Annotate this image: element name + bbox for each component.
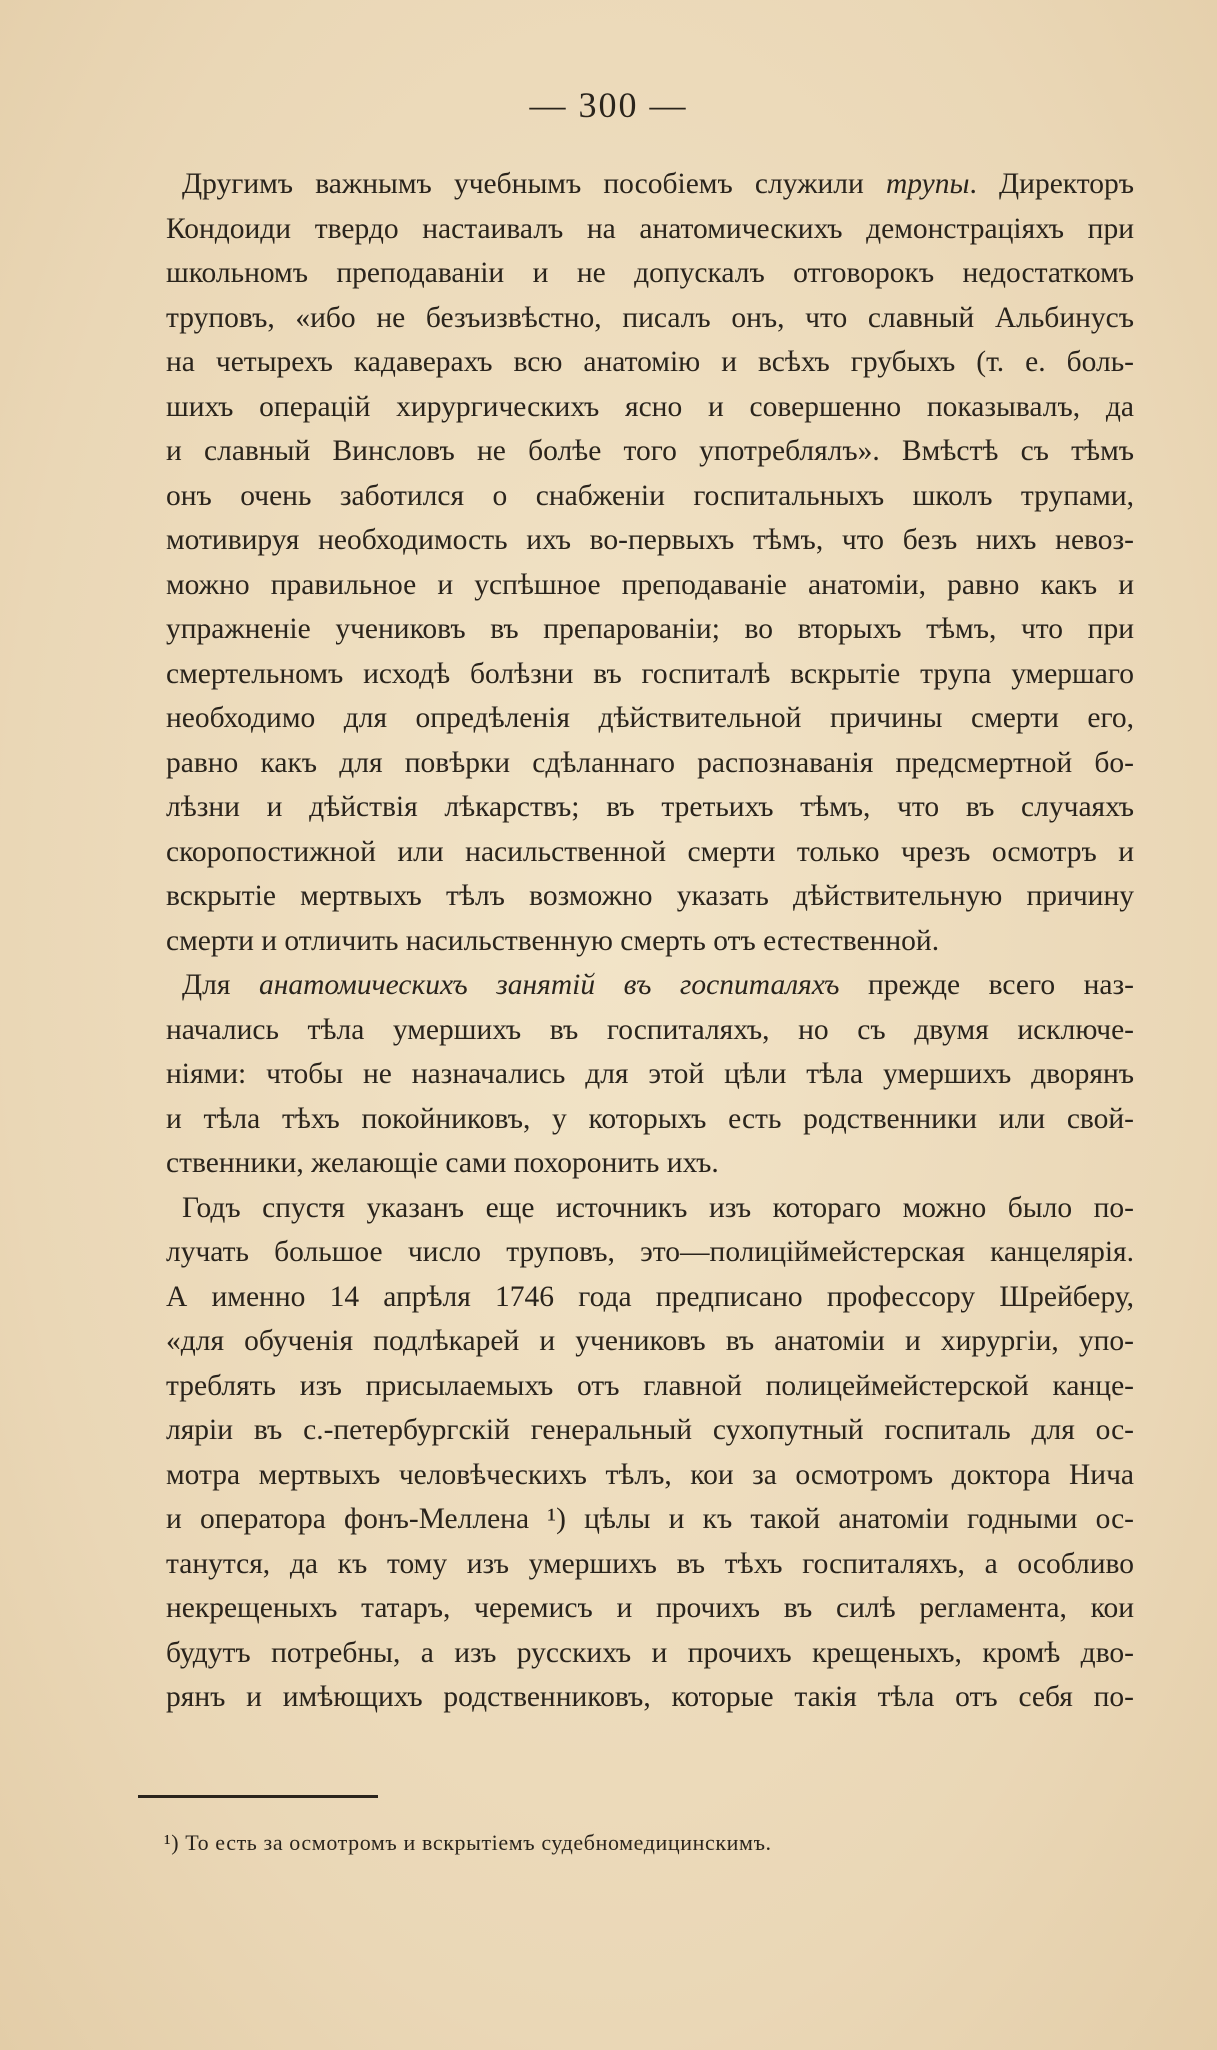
text-line: некрещеныхъ татаръ, черемисъ и прочихъ въ силѣ регламента, кои [166,1592,1134,1624]
text-line: треблять изъ присылаемыхъ отъ главной полицеймейстерской канце- [166,1369,1134,1402]
text-line: А именно 14 апрѣля 1746 года предписано профессору Шрейберу, [166,1280,1134,1313]
text-line: будутъ потребны, а изъ русскихъ и прочихъ крещеныхъ, кромѣ дво- [166,1636,1134,1669]
text-line: онъ очень заботился о снабженіи госпитальныхъ школъ трупами, [166,479,1134,512]
text-line: шихъ операцій хирургическихъ ясно и совершенно показывалъ, да [166,390,1134,423]
text-line: и оператора фонъ-Меллена ¹) цѣлы и къ такой анатоміи годными ос- [166,1503,1134,1535]
text-line: Кондоиди твердо настаивалъ на анатомическихъ демонстраціяхъ при [166,212,1134,245]
text-line: необходимо для опредѣленія дѣйствительной причины смерти его, [166,702,1134,734]
p1-first-before: Другимъ важнымъ учебнымъ пособіемъ служили [182,168,886,200]
text-line [166,963,1134,1008]
text-line: мотивируя необходимость ихъ во-первыхъ тѣмъ, что безъ нихъ невоз- [166,524,1134,556]
text-line: можно правильное и успѣшное преподаваніе анатоміи, равно какъ и [166,568,1134,601]
text-line: смерти и отличить насильственную смерть отъ естественной. [166,924,940,957]
text-line: равно какъ для повѣрки сдѣланнаго распознаванія предсмертной бо- [166,746,1134,779]
text-line: школьномъ преподаваніи и не допускалъ отговорокъ недостаткомъ [166,257,1134,289]
text-line: лучать большое число труповъ, это—полиціймейстерская канцелярія. [166,1236,1134,1268]
text-line: рянъ и имѣющихъ родственниковъ, которые такія тѣла отъ себя по- [166,1681,1134,1713]
text-line: Годъ спустя указанъ еще источникъ изъ котораго можно было по- [182,1191,1134,1224]
text-line: мотра мертвыхъ человѣческихъ тѣлъ, кои за осмотромъ доктора Нича [166,1458,1134,1491]
p1-italic-word: трупы [885,168,970,200]
text-line: на четырехъ кадаверахъ всю анатомію и всѣхъ грубыхъ (т. е. боль- [166,346,1134,378]
p1-first-after: . Директоръ [969,168,1134,200]
text-line: «для обученія подлѣкарей и учениковъ въ анатоміи и хирургіи, упо- [166,1325,1134,1357]
p2-rest: прежде всего наз- [868,969,1134,1001]
text-line: скоропостижной или насильственной смерти только чрезъ осмотръ и [166,835,1134,868]
text-line: упражненіе учениковъ въ препарованіи; во вторыхъ тѣмъ, что при [166,613,1134,645]
body-text [166,162,1134,1720]
text-line: и тѣла тѣхъ покойниковъ, у которыхъ есть родственники или свой- [166,1102,1134,1135]
text-line: ственники, желающіе сами похоронить ихъ. [166,1147,719,1179]
text-line: начались тѣла умершихъ въ госпиталяхъ, но съ двумя исключе- [166,1013,1134,1046]
text-line: лѣзни и дѣйствія лѣкарствъ; въ третьихъ тѣмъ, что въ случаяхъ [166,791,1134,823]
text-line: и славный Винсловъ не болѣе того употреблялъ». Вмѣстѣ съ тѣмъ [166,435,1134,467]
p2-italic-phrase: анатомическихъ занятій въ госпиталяхъ [258,969,840,1001]
text-line: ляріи въ с.-петербургскій генеральный сухопутный госпиталь для ос- [166,1414,1134,1446]
text-line: смертельномъ исходѣ болѣзни въ госпиталѣ вскрытіе трупа умершаго [166,657,1134,690]
text-line [166,162,1134,207]
text-line: танутся, да къ тому изъ умершихъ въ тѣхъ госпиталяхъ, а особливо [166,1547,1134,1580]
page-number: — 300 — [529,85,688,125]
p2-lead: Для [182,969,231,1001]
text-line: вскрытіе мертвыхъ тѣлъ возможно указать дѣйствительную причину [166,880,1134,912]
footnote-rule [138,1795,378,1798]
text-line: ніями: чтобы не назначались для этой цѣли тѣла умершихъ дворянъ [166,1058,1134,1090]
text-line: труповъ, «ибо не безъизвѣстно, писалъ онъ, что славный Альбинусъ [166,301,1134,334]
footnote: ¹) То есть за осмотромъ и вскрытіемъ судебномедицинскимъ. [164,1830,772,1855]
